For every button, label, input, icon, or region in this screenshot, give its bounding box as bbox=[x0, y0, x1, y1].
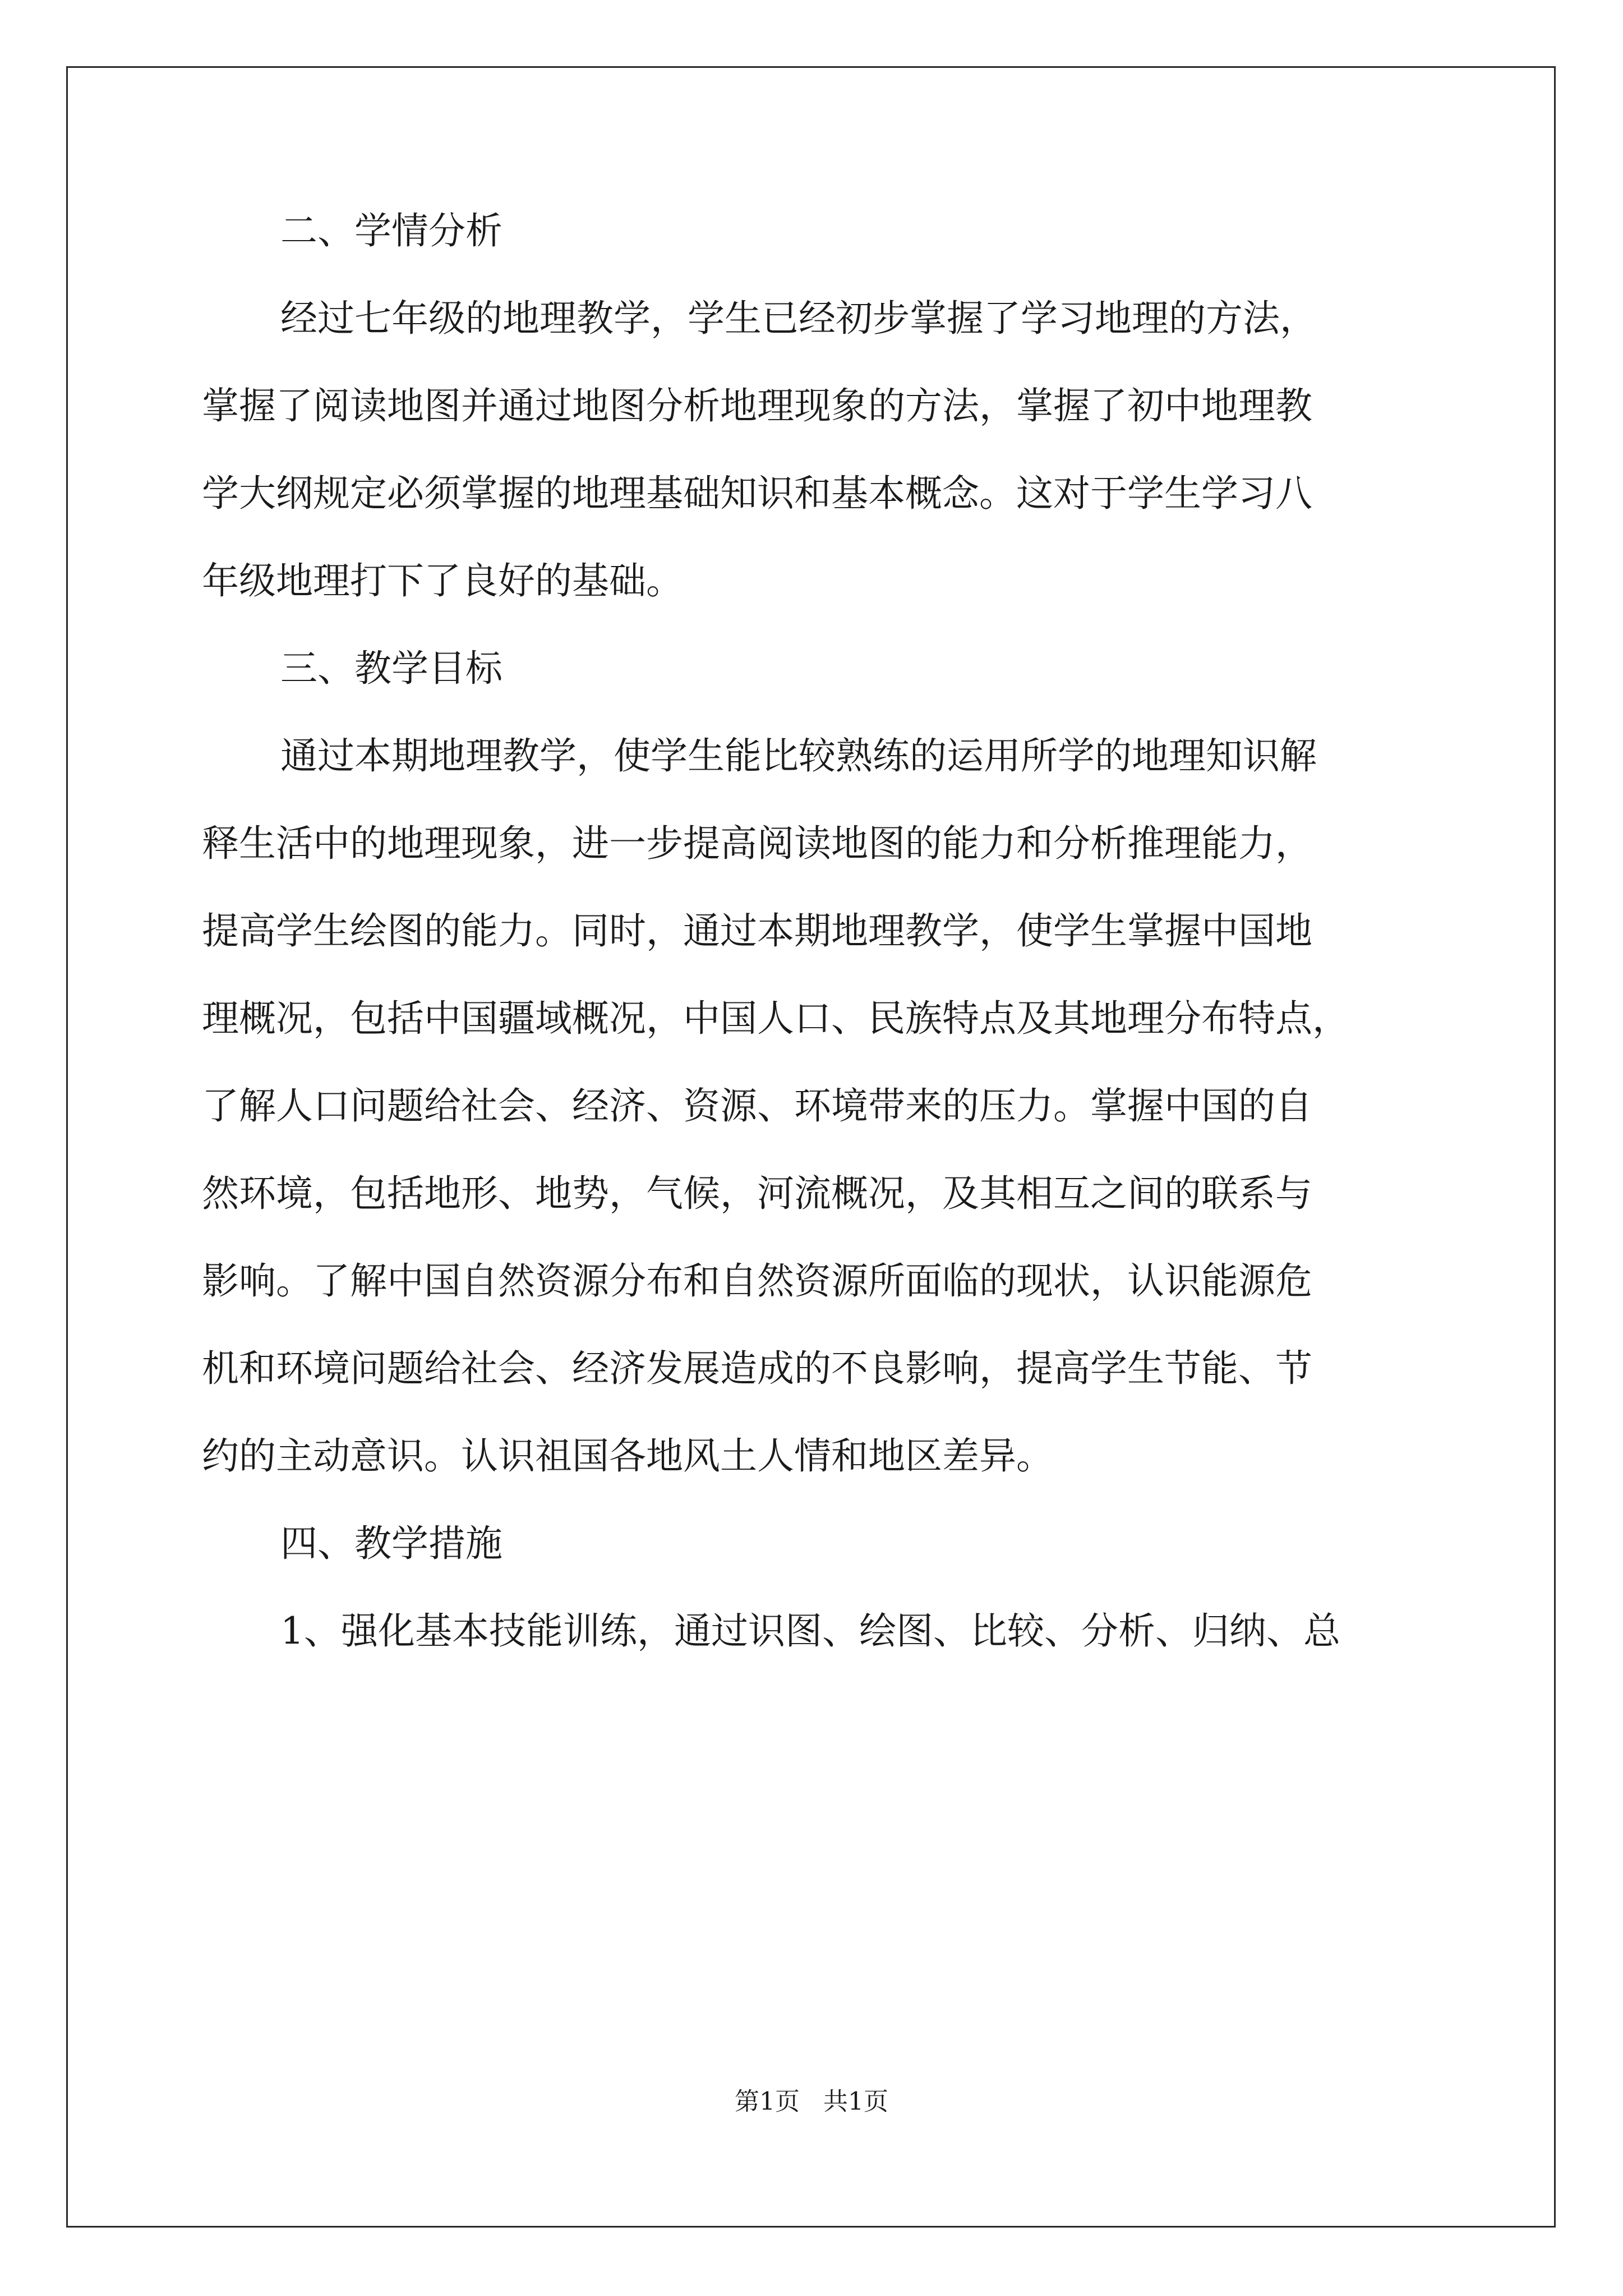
heading-learning-analysis: 二、学情分析 bbox=[280, 209, 502, 252]
paragraph-line: 然环境，包括地形、地势，气候，河流概况，及其相互之间的联系与 bbox=[202, 1172, 1312, 1215]
paragraph-line: 经过七年级的地理教学，学生已经初步掌握了学习地理的方法， bbox=[280, 297, 1317, 340]
paragraph-line: 通过本期地理教学，使学生能比较熟练的运用所学的地理知识解 bbox=[280, 734, 1317, 777]
paragraph-line: 释生活中的地理现象，进一步提高阅读地图的能力和分析推理能力， bbox=[202, 822, 1312, 865]
paragraph-line: 约的主动意识。认识祖国各地风土人情和地区差异。 bbox=[202, 1434, 1053, 1478]
paragraph-line: 理概况，包括中国疆域概况，中国人口、民族特点及其地理分布特点， bbox=[202, 997, 1349, 1040]
paragraph-line: 机和环境问题给社会、经济发展造成的不良影响，提高学生节能、节 bbox=[202, 1347, 1312, 1390]
heading-teaching-measures: 四、教学措施 bbox=[280, 1522, 502, 1565]
paragraph-line: 影响。了解中国自然资源分布和自然资源所面临的现状，认识能源危 bbox=[202, 1259, 1312, 1303]
page-footer: 第1页 共1页 bbox=[735, 2087, 888, 2116]
paragraph-line: 提高学生绘图的能力。同时，通过本期地理教学，使学生掌握中国地 bbox=[202, 909, 1312, 953]
paragraph-line: 了解人口问题给社会、经济、资源、环境带来的压力。掌握中国的自 bbox=[202, 1084, 1312, 1128]
paragraph-line: 年级地理打下了良好的基础。 bbox=[202, 559, 683, 602]
paragraph-line: 1、强化基本技能训练，通过识图、绘图、比较、分析、归纳、总 bbox=[280, 1609, 1340, 1653]
paragraph-line: 掌握了阅读地图并通过地图分析地理现象的方法，掌握了初中地理教 bbox=[202, 384, 1312, 427]
heading-teaching-goals: 三、教学目标 bbox=[280, 647, 502, 690]
paragraph-line: 学大纲规定必须掌握的地理基础知识和基本概念。这对于学生学习八 bbox=[202, 472, 1312, 515]
